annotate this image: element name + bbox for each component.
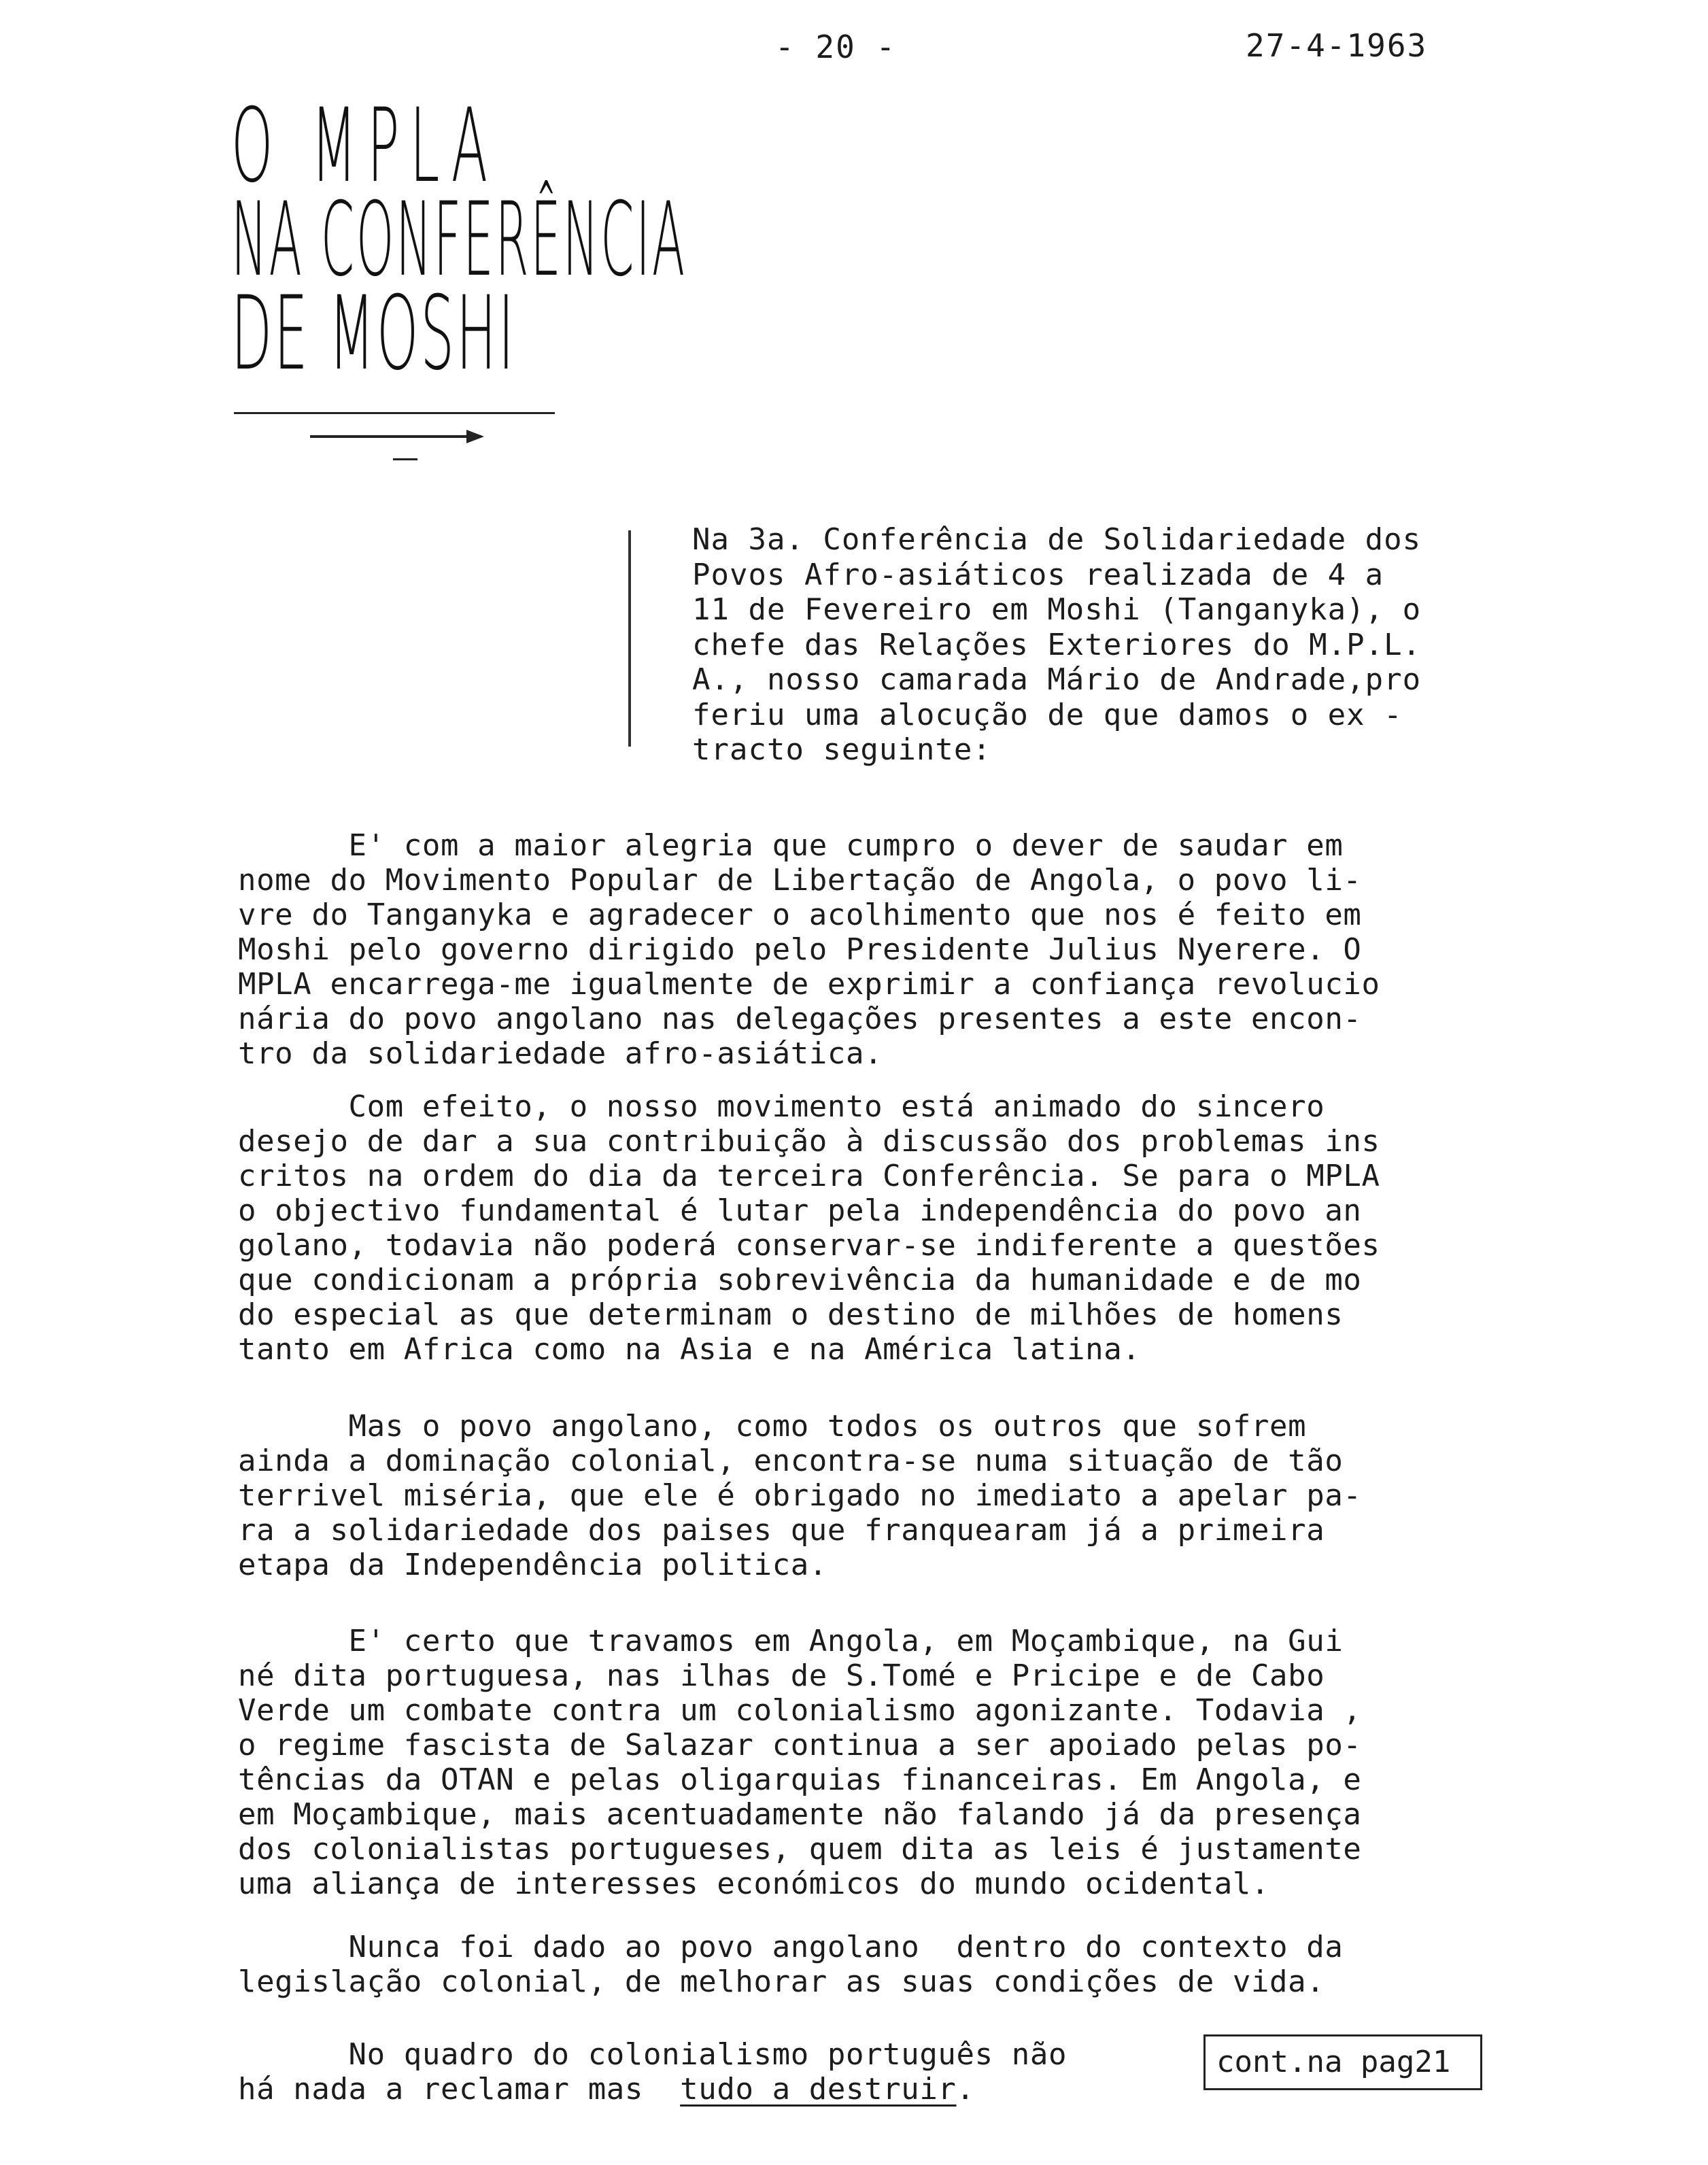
- continuation-box: cont.na pag21: [1203, 2034, 1482, 2090]
- title-line-2: NA CONFERÊNCIA: [231, 181, 687, 299]
- text-line: golano, todavia não poderá conservar-se indiferente a questões: [238, 1228, 1380, 1263]
- text-line: que condicionam a própria sobrevivência da humanidade e de mo: [238, 1263, 1362, 1297]
- text-line: vre do Tanganyka e agradecer o acolhimento que nos é feito em: [238, 898, 1362, 932]
- title-arrow-rule: [310, 435, 481, 438]
- text-line: Verde um combate contra um colonialismo agonizante. Todavia ,: [238, 1693, 1362, 1728]
- text-line: E' certo que travamos em Angola, em Moçambique, na Gui: [238, 1624, 1344, 1658]
- paragraph-2: [238, 1089, 1380, 1367]
- intro-line: feriu uma alocução de que damos o ex -: [692, 697, 1403, 732]
- text-line: critos na ordem do dia da terceira Conferência. Se para o MPLA: [238, 1159, 1380, 1193]
- title-line-3: DE MOSHI: [231, 275, 516, 393]
- text-line: uma aliança de interesses económicos do mundo ocidental.: [238, 1866, 1270, 1901]
- intro-line: Povos Afro-asiáticos realizada de 4 a: [692, 557, 1384, 592]
- arrow-head-icon: [466, 430, 484, 443]
- intro-paragraph: [692, 522, 1421, 768]
- text-line: tências da OTAN e pelas oligarquias financeiras. Em Angola, e: [238, 1762, 1362, 1797]
- paragraph-4: [238, 1624, 1362, 1901]
- title-short-rule: [393, 458, 417, 460]
- text-fragment: há nada a reclamar mas: [238, 2072, 681, 2107]
- title-line-1: O MPLA: [231, 87, 498, 205]
- intro-line: A., nosso camarada Mário de Andrade,pro: [692, 662, 1422, 697]
- page-number: - 20 -: [775, 29, 897, 65]
- text-line: o objectivo fundamental é lutar pela independência do povo an: [238, 1193, 1362, 1228]
- text-line: nome do Movimento Popular de Libertação de Angola, o povo li-: [238, 863, 1362, 898]
- text-line: desejo de dar a sua contribuição à discussão dos problemas ins: [238, 1124, 1380, 1159]
- paragraph-5: [238, 1930, 1343, 1999]
- text-line: terrivel miséria, que ele é obrigado no imediato a apelar pa-: [238, 1478, 1362, 1513]
- text-line: etapa da Independência politica.: [238, 1548, 827, 1582]
- paragraph-6: [238, 2037, 1067, 2107]
- intro-line: tracto seguinte:: [692, 732, 991, 767]
- intro-line: Na 3a. Conferência de Solidariedade dos: [692, 522, 1422, 557]
- text-line: nária do povo angolano nas delegações presentes a este encon-: [238, 1002, 1362, 1036]
- text-line: Mas o povo angolano, como todos os outros que sofrem: [238, 1409, 1307, 1444]
- document-date: 27-4-1963: [1246, 27, 1428, 64]
- text-line: ra a solidariedade dos paises que franquearam já a primeira: [238, 1513, 1325, 1548]
- intro-margin-bar: [628, 530, 631, 747]
- text-line: em Moçambique, mais acentuadamente não falando já da presença: [238, 1797, 1362, 1832]
- text-line: ainda a dominação colonial, encontra-se numa situação de tão: [238, 1444, 1344, 1478]
- paragraph-1: [238, 828, 1503, 1071]
- text-line: do especial as que determinam o destino de milhões de homens: [238, 1297, 1344, 1332]
- text-line: legislação colonial, de melhorar as suas condições de vida.: [238, 1964, 1325, 1999]
- text-line: tanto em Africa como na Asia e na América latina.: [238, 1332, 1141, 1367]
- text-line: né dita portuguesa, nas ilhas de S.Tomé e Pricipe e de Cabo: [238, 1658, 1325, 1693]
- text-line: No quadro do colonialismo português não: [238, 2037, 1068, 2072]
- paragraph-3: [238, 1409, 1362, 1582]
- text-line: Com efeito, o nosso movimento está animado do sincero: [238, 1089, 1325, 1124]
- text-line: Moshi pelo governo dirigido pelo Presidente Julius Nyerere. O: [238, 932, 1362, 967]
- text-line: dos colonialistas portugueses, quem dita as leis é justamente: [238, 1832, 1362, 1866]
- text-line: tro da solidariedade afro-asiática.: [238, 1036, 883, 1071]
- intro-line: 11 de Fevereiro em Moshi (Tanganyka), o: [692, 592, 1422, 627]
- title-divider-rule: [234, 412, 555, 414]
- intro-line: chefe das Relações Exteriores do M.P.L.: [692, 627, 1422, 662]
- text-line: Nunca foi dado ao povo angolano dentro do contexto da: [238, 1930, 1344, 1964]
- text-fragment: .: [956, 2072, 975, 2107]
- text-line: o regime fascista de Salazar continua a ser apoiado pelas po-: [238, 1728, 1362, 1762]
- underlined-phrase: tudo a destruir: [680, 2072, 957, 2107]
- text-line: E' com a maior alegria que cumpro o dever de saudar em: [238, 828, 1344, 863]
- text-line: MPLA encarrega-me igualmente de exprimir a confiança revolucio: [238, 967, 1380, 1002]
- text-line: [238, 2072, 1067, 2107]
